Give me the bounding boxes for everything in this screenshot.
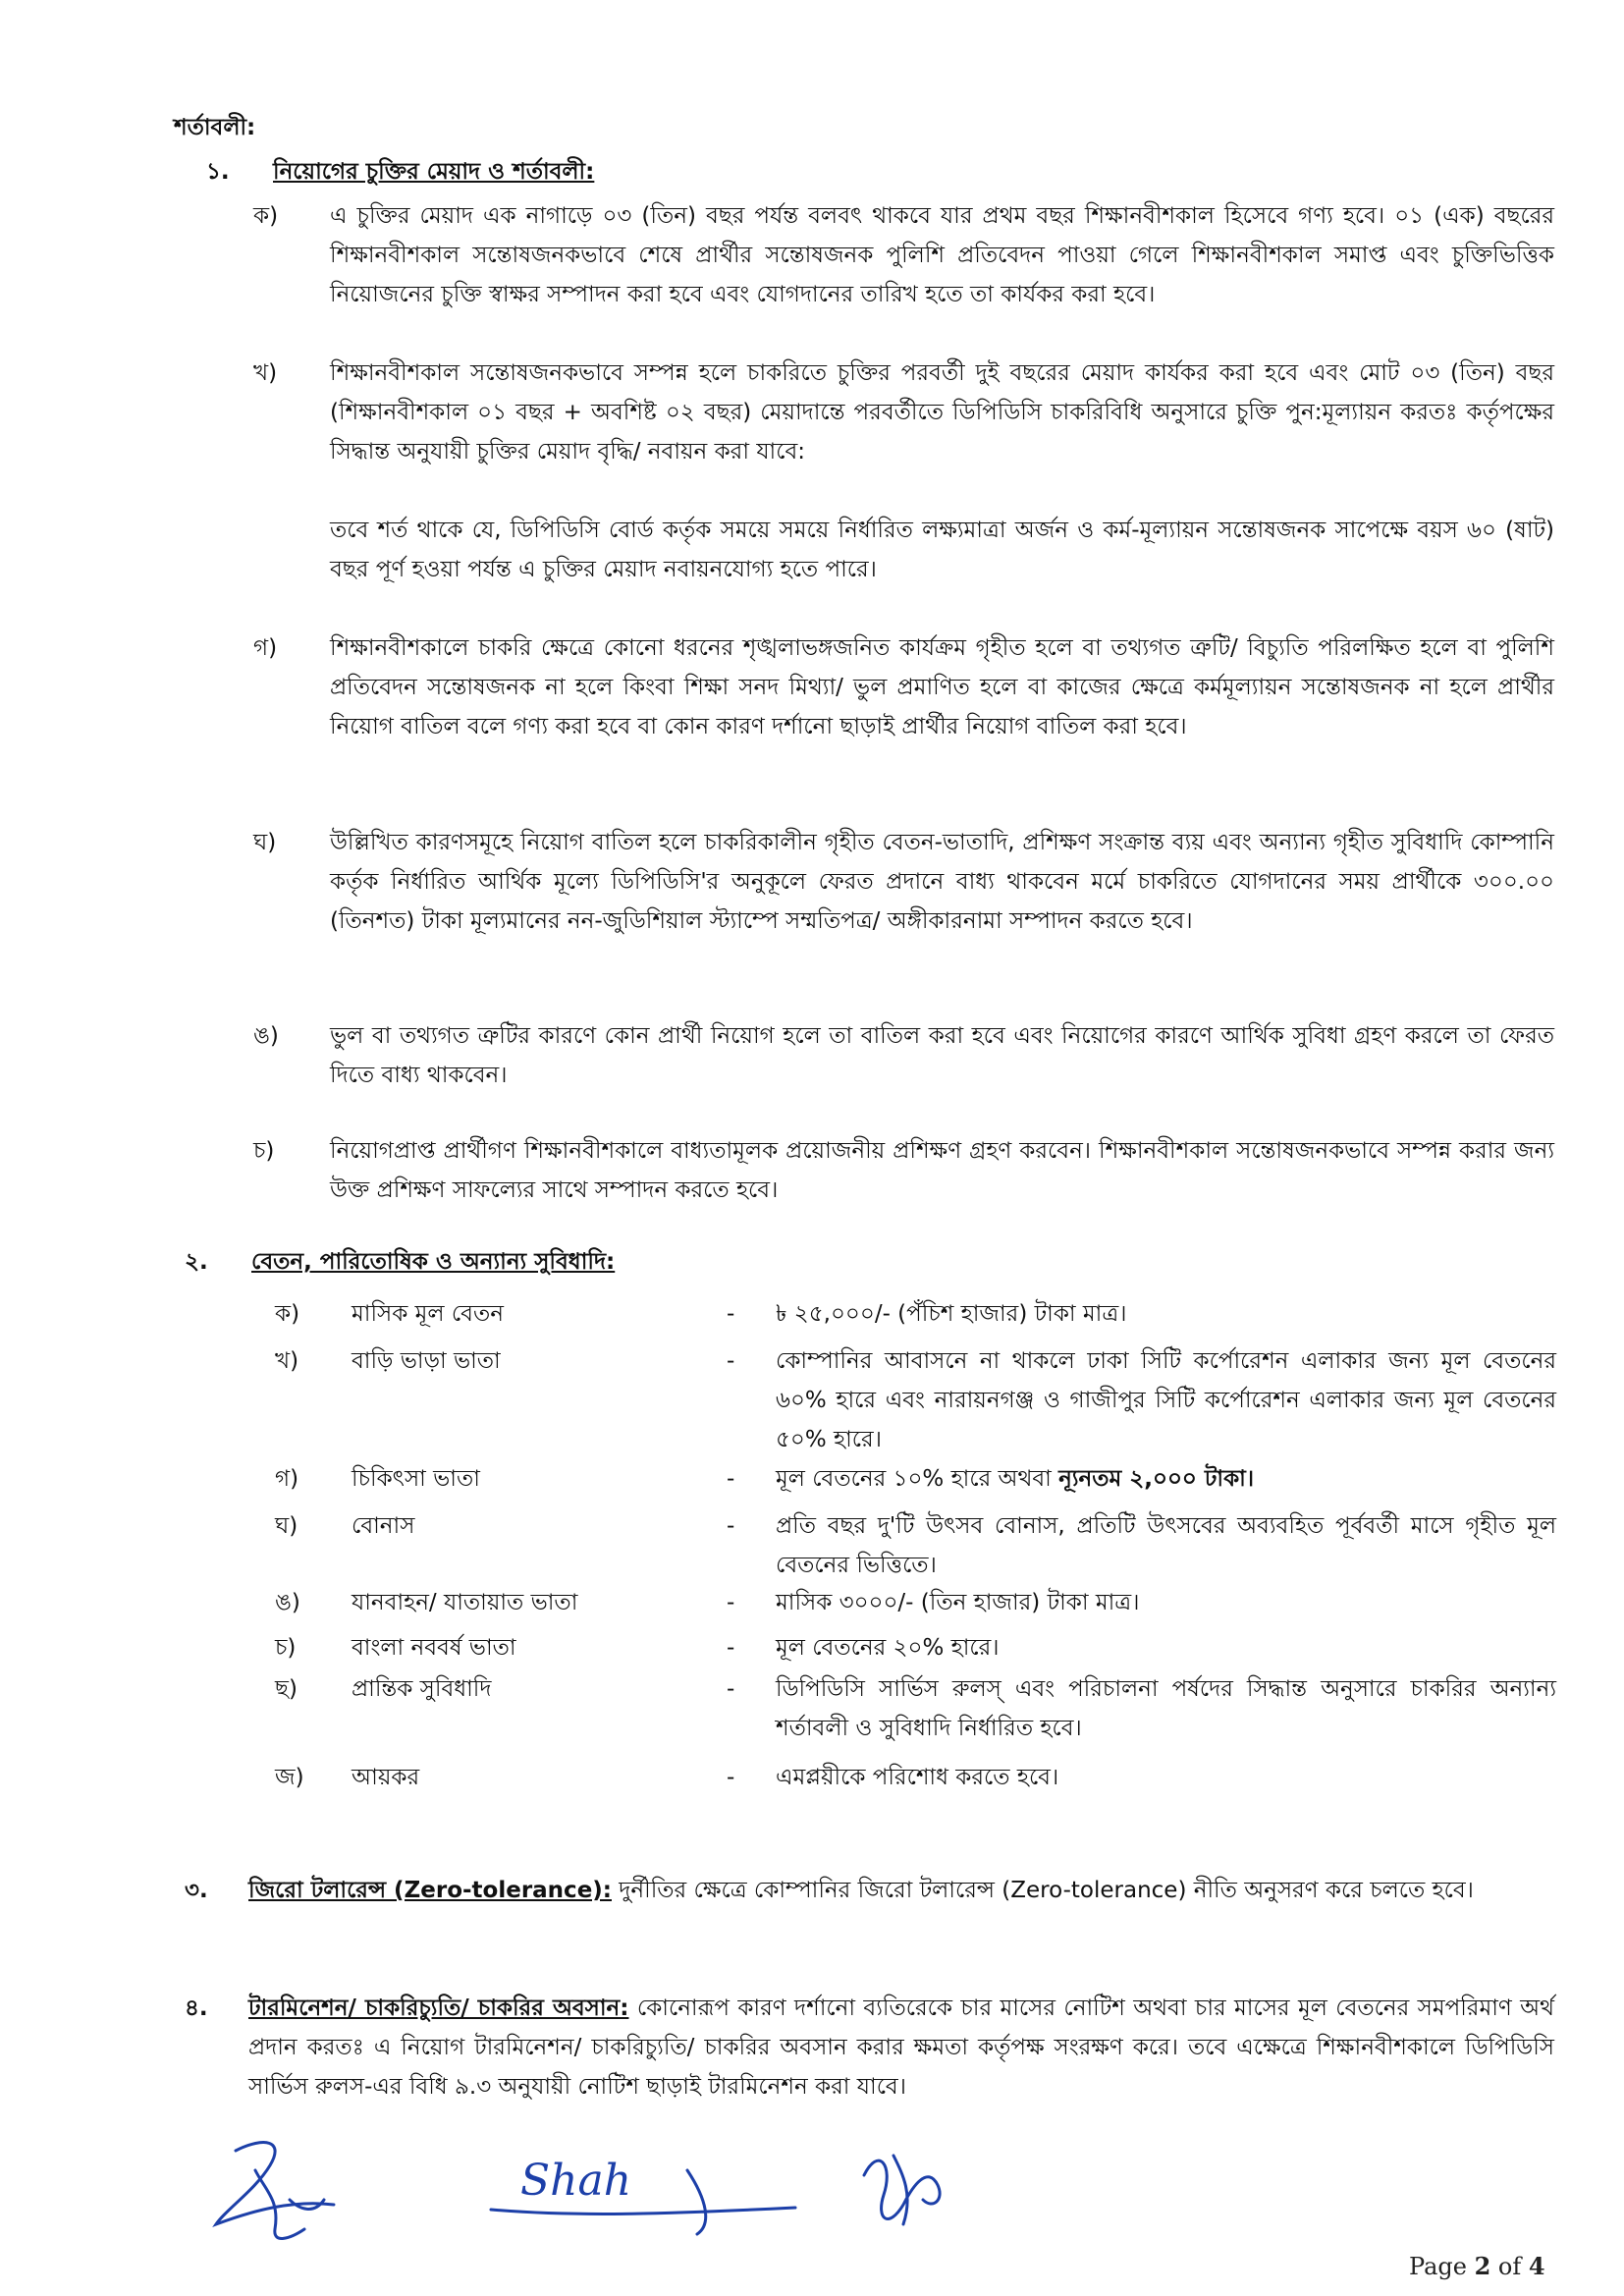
section-4 — [185, 1989, 1554, 2106]
benefit-name: বাড়ি ভাড়া ভাতা — [352, 1348, 501, 1374]
section-3-text: জিরো টলারেন্স (Zero-tolerance): দুর্নীতির ক্ষেত্রে কোম্পানির জিরো টলারেন্স (Zero-tolerance) নীতি অনুসরণ করে চলতে হবে। — [248, 1878, 1474, 1903]
clause-text: শিক্ষানবীশকালে চাকরি ক্ষেত্রে কোনো ধরনের শৃঙ্খলাভঙ্গজনিত কার্যক্রম গৃহীত হলে বা তথ্যগত ত্রুটি/ বিচ্যুতি পরিলক্ষিত হলে বা পুলিশি প্রতিবেদন সন্তোষজনক না হলে কিংবা শিক্ষা সনদ মিথ্যা/ ভুল প্রমাণিত হলে বা কাজের ক্ষেত্রে কর্মমূল্যায়ন সন্তোষজনক না হলে প্রার্থীর নিয়োগ বাতিল বলে গণ্য করা হবে বা কোন কারণ দর্শানো ছাড়াই প্রার্থীর নিয়োগ বাতিল করা হবে। — [330, 635, 1554, 739]
section-4-text: টারমিনেশন/ চাকরিচ্যুতি/ চাকরির অবসান: কোনোরূপ কারণ দর্শানো ব্যতিরেকে চার মাসের নোটিশ অথবা চার মাসের মূল বেতনের সমপরিমাণ অর্থ প্রদান করতঃ এ নিয়োগ টারমিনেশন/ চাকরিচ্যুতি/ চাকরির অবসান করার ক্ষমতা কর্তৃপক্ষ সংরক্ষণ করে। তবে এক্ষেত্রে শিক্ষানবীশকালে ডিপিডিসি সার্ভিস রুলস-এর বিধি ৯.৩ অনুযায়ী নোটিশ ছাড়াই টারমিনেশন করা যাবে। — [248, 1995, 1555, 2100]
clause-ga — [253, 629, 1554, 746]
benefit-name: যানবাহন/ যাতায়াত ভাতা — [352, 1590, 578, 1615]
section-title: বেতন, পারিতোষিক ও অন্যান্য সুবিধাদি: — [251, 1249, 616, 1275]
benefit-value: এমপ্লয়ীকে পরিশোধ করতে হবে। — [776, 1765, 1059, 1790]
section-3 — [185, 1871, 1554, 1910]
clause-gha — [253, 823, 1554, 941]
benefit-label: চ) — [275, 1635, 297, 1661]
benefit-dash: - — [727, 1348, 735, 1374]
benefit-name: আয়কর — [352, 1765, 420, 1790]
benefit-dash: - — [727, 1513, 735, 1539]
benefit-value: মূল বেতনের ২০% হারে। — [776, 1635, 1000, 1661]
benefit-label: খ) — [275, 1348, 299, 1374]
clause-text: এ চুক্তির মেয়াদ এক নাগাড়ে ০৩ (তিন) বছর পর্যন্ত বলবৎ থাকবে যার প্রথম বছর শিক্ষানবীশকাল হিসেবে গণ্য হবে। ০১ (এক) বছরের শিক্ষানবীশকাল সন্তোষজনকভাবে শেষে প্রার্থীর সন্তোষজনক পুলিশি প্রতিবেদন পাওয়া গেলে শিক্ষানবীশকাল সমাপ্ত এবং চুক্তিভিত্তিক নিয়োজনের চুক্তি স্বাক্ষর সম্পাদন করা হবে এবং যোগদানের তারিখ হতে তা কার্যকর করা হবে। — [330, 203, 1554, 307]
clause-uma — [253, 1016, 1554, 1095]
benefit-value: ৳ ২৫,০০০/- (পঁচিশ হাজার) টাকা মাত্র। — [776, 1301, 1127, 1327]
clause-text: ভুল বা তথ্যগত ত্রুটির কারণে কোন প্রার্থী নিয়োগ হলে তা বাতিল করা হবে এবং নিয়োগের কারণে আর্থিক সুবিধা গ্রহণ করলে তা ফেরত দিতে বাধ্য থাকবেন। — [330, 1023, 1554, 1088]
clause-label: চ) — [253, 1138, 275, 1164]
clause-label: খ) — [253, 360, 278, 386]
signature-2 — [461, 2141, 815, 2239]
signature-1 — [196, 2131, 353, 2259]
benefit-value: ডিপিডিসি সার্ভিস রুলস্ এবং পরিচালনা পর্ষদের সিদ্ধান্ত অনুসারে চাকরির অন্যান্য শর্তাবলী ও সুবিধাদি নির্ধারিত হবে। — [776, 1676, 1556, 1741]
page-number: Page 2 of 4 — [1409, 2252, 1545, 2280]
section-title: টারমিনেশন/ চাকরিচ্যুতি/ চাকরির অবসান: — [248, 1995, 629, 2021]
section-title: নিয়োগের চুক্তির মেয়াদ ও শর্তাবলী: — [273, 159, 595, 185]
clause-kha — [253, 354, 1554, 589]
benefit-label: ঙ) — [275, 1590, 300, 1615]
clause-text: নিয়োগপ্রাপ্ত প্রার্থীগণ শিক্ষানবীশকালে বাধ্যতামূলক প্রয়োজনীয় প্রশিক্ষণ গ্রহণ করবেন। শিক্ষানবীশকাল সন্তোষজনকভাবে সম্পন্ন করার জন্য উক্ত প্রশিক্ষণ সাফল্যের সাথে সম্পাদন করতে হবে। — [330, 1138, 1554, 1203]
clause-label: গ) — [253, 635, 278, 661]
signature-2-text: Shah — [520, 2156, 632, 2206]
signature-area — [0, 2121, 1624, 2269]
benefit-value-bold: ন্যূনতম ২,০০০ টাকা। — [1058, 1466, 1255, 1492]
benefit-name: বোনাস — [352, 1513, 415, 1539]
benefit-value: মাসিক ৩০০০/- (তিন হাজার) টাকা মাত্র। — [776, 1590, 1140, 1615]
clause-text: উল্লিখিত কারণসমূহে নিয়োগ বাতিল হলে চাকরিকালীন গৃহীত বেতন-ভাতাদি, প্রশিক্ষণ সংক্রান্ত ব্যয় এবং অন্যান্য গৃহীত সুবিধাদি কোম্পানি কর্তৃক নির্ধারিত আর্থিক মূল্যে ডিপিডিসি'র অনুকূলে ফেরত প্রদানে বাধ্য থাকবেন মর্মে চাকরিতে যোগদানের সময় প্রার্থীকে ৩০০.০০ (তিনশত) টাকা মূল্যমানের নন-জুডিশিয়াল স্ট্যাম্পে সম্মতিপত্র/ অঙ্গীকারনামা সম্পাদন করতে হবে। — [330, 830, 1554, 934]
benefit-dash: - — [727, 1466, 735, 1492]
benefit-name: চিকিৎসা ভাতা — [352, 1466, 480, 1492]
clause-cha — [253, 1131, 1554, 1210]
benefit-label: ঘ) — [275, 1513, 298, 1539]
benefit-label: জ) — [275, 1765, 304, 1790]
benefit-label: ছ) — [275, 1676, 298, 1702]
clause-label: ঙ) — [253, 1023, 279, 1049]
benefit-value: প্রতি বছর দু'টি উৎসব বোনাস, প্রতিটি উৎসবের অব্যবহিত পূর্ববর্তী মাসে গৃহীত মূল বেতনের ভিত্তিতে। — [776, 1513, 1556, 1578]
benefit-name: মাসিক মূল বেতন — [352, 1301, 504, 1327]
benefit-dash: - — [727, 1676, 735, 1702]
signature-3 — [835, 2136, 972, 2244]
clause-text: শিক্ষানবীশকাল সন্তোষজনকভাবে সম্পন্ন হলে চাকরিতে চুক্তির পরবর্তী দুই বছরের মেয়াদ কার্যকর করা হবে এবং মোট ০৩ (তিন) বছর (শিক্ষানবীশকাল ০১ বছর + অবশিষ্ট ০২ বছর) মেয়াদান্তে পরবর্তীতে ডিপিডিসি চাকরিবিধি অনুসারে চুক্তি পুন:মূল্যায়ন করতঃ কর্তৃপক্ষের সিদ্ধান্ত অনুযায়ী চুক্তির মেয়াদ বৃদ্ধি/ নবায়ন করা যাবে: — [330, 360, 1554, 465]
benefit-name: বাংলা নববর্ষ ভাতা — [352, 1635, 516, 1661]
benefit-value: কোম্পানির আবাসনে না থাকলে ঢাকা সিটি কর্পোরেশন এলাকার জন্য মূল বেতনের ৬০% হারে এবং নারায়নগঞ্জ ও গাজীপুর সিটি কর্পোরেশন এলাকার জন্য মূল বেতনের ৫০% হারে। — [776, 1348, 1556, 1452]
benefit-dash: - — [727, 1765, 735, 1790]
clause-label: ক) — [253, 203, 279, 229]
benefit-label: গ) — [275, 1466, 299, 1492]
benefit-label: ক) — [275, 1301, 300, 1327]
clause-proviso-text: তবে শর্ত থাকে যে, ডিপিডিসি বোর্ড কর্তৃক সময়ে সময়ে নির্ধারিত লক্ষ্যমাত্রা অর্জন ও কর্ম-মূল্যায়ন সন্তোষজনক সাপেক্ষে বয়স ৬০ (ষাট) বছর পূর্ণ হওয়া পর্যন্ত এ চুক্তির মেয়াদ নবায়নযোগ্য হতে পারে। — [330, 518, 1554, 582]
benefit-dash: - — [727, 1590, 735, 1615]
benefit-dash: - — [727, 1635, 735, 1661]
section-number: ৩. — [185, 1878, 208, 1903]
conditions-heading: শর্তাবলী: — [174, 115, 256, 140]
section-number: ২. — [185, 1249, 208, 1275]
section-title: জিরো টলারেন্স (Zero-tolerance): — [248, 1878, 612, 1903]
clause-label: ঘ) — [253, 830, 277, 855]
section-number: ৪. — [185, 1995, 208, 2021]
section-number: ১. — [206, 159, 230, 185]
clause-ka — [253, 196, 1554, 314]
benefit-name: প্রান্তিক সুবিধাদি — [352, 1676, 492, 1702]
benefit-value: মূল বেতনের ১০% হারে অথবা ন্যূনতম ২,০০০ টাকা। — [776, 1466, 1255, 1492]
benefit-dash: - — [727, 1301, 735, 1327]
